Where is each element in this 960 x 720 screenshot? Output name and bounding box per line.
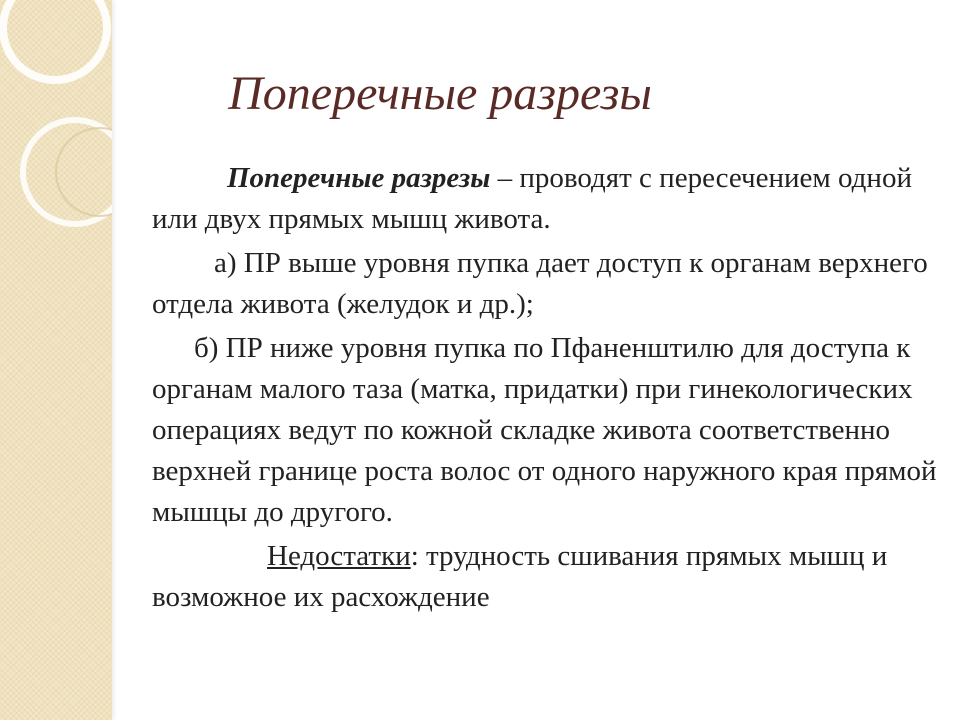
paragraph-item-a: а) ПР выше уровня пупка дает доступ к органам верхнего отдела живота (желудок и др.);: [152, 247, 928, 320]
term-transverse-incisions: Поперечные разрезы: [227, 162, 491, 194]
slide-body: [152, 158, 942, 621]
definition-text: – проводят с пересечением одной или двух прямых мышц живота.: [152, 162, 912, 235]
term-drawbacks: Недостатки: [267, 540, 411, 572]
paragraph-definition: [152, 158, 942, 240]
rings-graphic: [0, 0, 112, 260]
drawbacks-text: : трудность сшивания прямых мышц и возможное их расхождение: [152, 540, 888, 613]
paragraph-item-b: б) ПР ниже уровня пупка по Пфаненштилю для доступа к органам малого таза (матка, придатки) при гинекологических операциях ведут по кожной складке живота соответственно верхней границе роста волос от одного наружного края прямой мышцы до другого.: [152, 332, 937, 528]
slide-title: Поперечные разрезы: [228, 67, 652, 120]
paragraph-drawbacks: [152, 536, 942, 618]
decorative-rings: [0, 0, 112, 260]
